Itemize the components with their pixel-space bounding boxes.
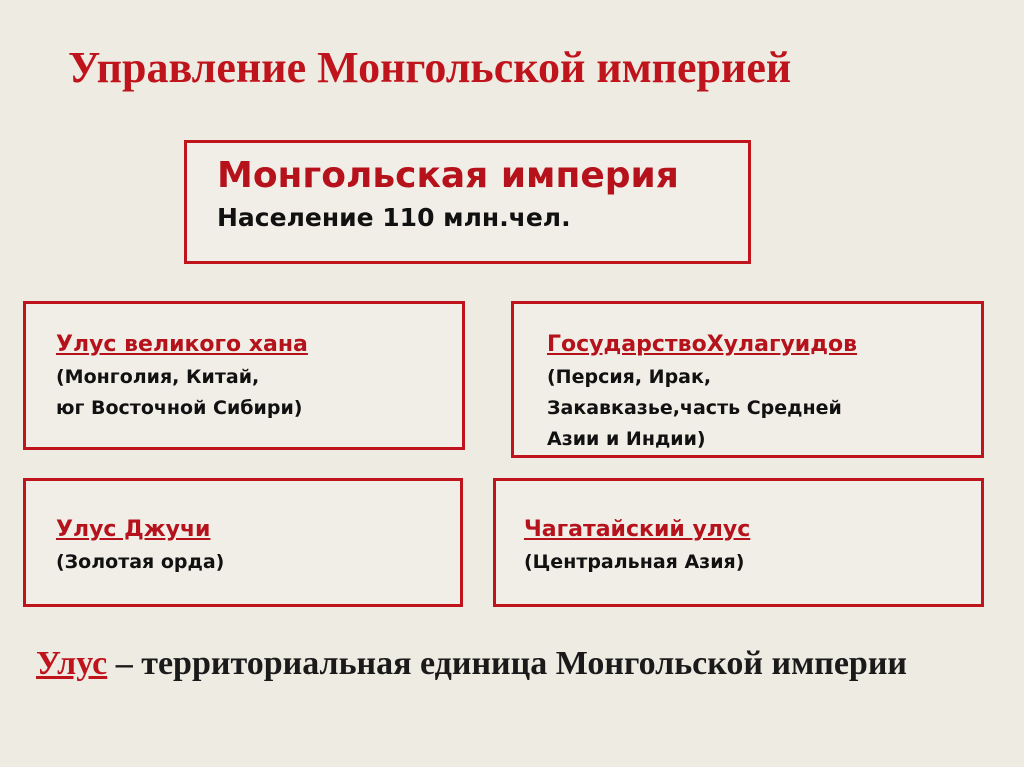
ulus-jochi-title: Улус Джучи <box>56 517 211 542</box>
ulus-great-khan-box <box>23 301 465 450</box>
definition-term: Улус <box>36 645 108 682</box>
definition-text: – территориальная единица Монгольской империи <box>107 645 908 682</box>
chagatai-ulus-territories <box>524 547 744 578</box>
slide-title: Управление Монгольской империей <box>68 43 792 92</box>
empire-population: Население 110 млн.чел. <box>217 203 571 232</box>
ulus-definition <box>36 640 916 688</box>
territory-line: (Золотая орда) <box>56 551 225 573</box>
empire-box <box>184 140 751 264</box>
territory-line: (Центральная Азия) <box>524 551 745 573</box>
territory-line: Азии и Индии) <box>547 428 706 450</box>
empire-name: Монгольская империя <box>217 155 679 196</box>
territory-line: юг Восточной Сибири) <box>56 397 303 419</box>
ulus-jochi-territories <box>56 547 224 578</box>
territory-line: (Персия, Ирак, <box>547 366 712 388</box>
chagatai-ulus-title: Чагатайский улус <box>524 517 751 542</box>
ulus-great-khan-title: Улус великого хана <box>56 332 308 357</box>
ulus-great-khan-territories <box>56 362 302 424</box>
hulaguid-state-box <box>511 301 984 458</box>
territory-line: Закавказье,часть Средней <box>547 397 842 419</box>
hulaguid-state-title: ГосударствоХулагуидов <box>547 332 858 357</box>
hulaguid-state-territories <box>547 362 842 455</box>
chagatai-ulus-box <box>493 478 984 607</box>
territory-line: (Монголия, Китай, <box>56 366 260 388</box>
ulus-jochi-box <box>23 478 463 607</box>
